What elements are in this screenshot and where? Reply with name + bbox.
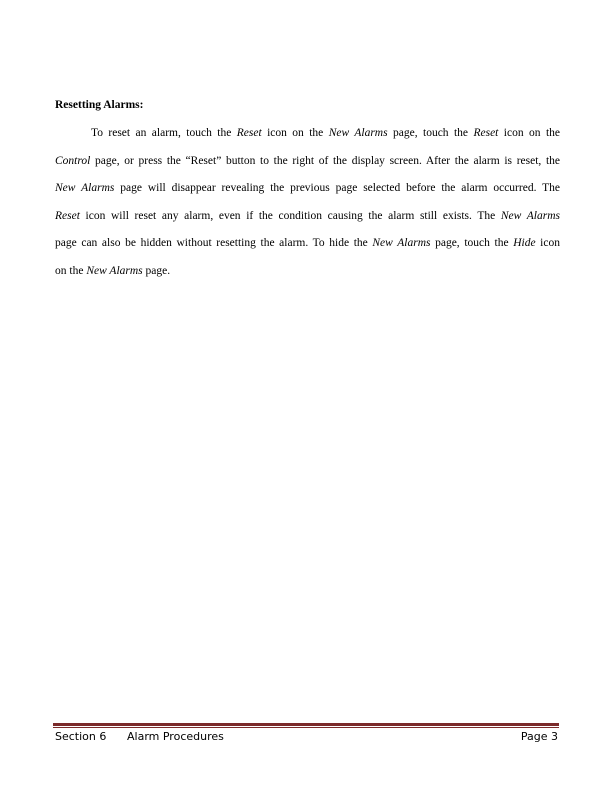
italic-term: Reset — [236, 127, 262, 139]
text-run: page can also be hidden without resetting the alarm. To hide the — [55, 237, 373, 250]
section-heading: Resetting Alarms: — [55, 99, 144, 111]
footer-rule-thin — [53, 727, 559, 728]
footer-page-number: Page 3 — [520, 730, 558, 743]
paragraph-line — [55, 175, 560, 203]
footer-section-title: Alarm Procedures — [127, 730, 224, 743]
italic-term: New Alarms — [55, 182, 115, 195]
text-run: on the — [55, 264, 87, 277]
italic-term: Hide — [513, 237, 536, 250]
text-run: icon — [535, 237, 560, 250]
italic-term: Reset — [55, 209, 80, 222]
paragraph-line — [55, 258, 560, 286]
footer-section-label: Section 6 — [55, 730, 107, 743]
text-run: icon on the — [498, 127, 560, 139]
paragraph-line — [55, 120, 560, 148]
text-run: icon on the — [261, 127, 329, 139]
text-run: page, or press the “Reset” button to the right of the display screen. After the alarm is reset, the — [90, 154, 560, 167]
italic-term: New Alarms — [328, 127, 388, 139]
text-run: page. — [142, 264, 171, 277]
italic-term: Control — [55, 154, 91, 167]
text-run: page, touch the — [387, 127, 474, 139]
text-run: page, touch the — [430, 237, 514, 250]
text-run: To reset an alarm, touch the — [91, 127, 237, 139]
italic-term: Reset — [473, 127, 499, 139]
italic-term: New Alarms — [372, 237, 431, 250]
paragraph-line — [55, 148, 560, 176]
footer-rule-thick — [53, 723, 559, 726]
body-paragraph — [55, 120, 560, 286]
text-run: page will disappear revealing the previous page selected before the alarm occurred. The — [114, 182, 560, 195]
italic-term: New Alarms — [86, 264, 143, 277]
paragraph-line — [55, 203, 560, 231]
text-run: icon will reset any alarm, even if the condition causing the alarm still exists. The — [79, 209, 501, 222]
paragraph-line — [55, 230, 560, 258]
italic-term: New Alarms — [500, 209, 560, 222]
